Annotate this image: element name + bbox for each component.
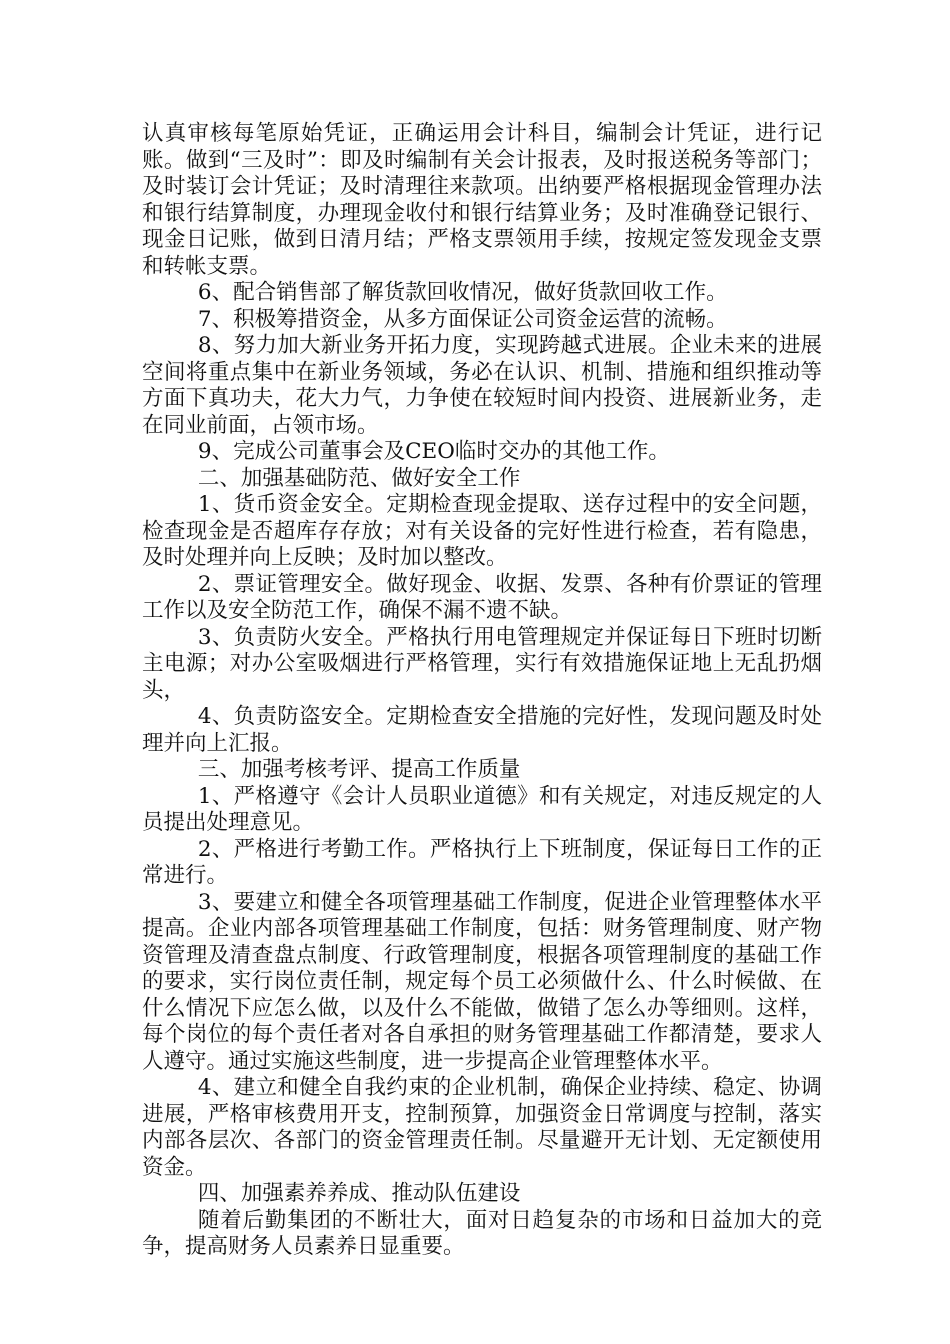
paragraph-item-6: 6、配合销售部了解货款回收情况，做好货款回收工作。 xyxy=(197,280,728,305)
paragraph-quality-1: 1、严格遵守《会计人员职业道德》和有关规定，对违反规定的人员提出处理意见。 xyxy=(142,783,822,835)
paragraph-item-7: 7、积极筹措资金，从多方面保证公司资金运营的流畅。 xyxy=(197,306,728,332)
paragraph-safety-3: 3、负责防火安全。严格执行用电管理规定并保证每日下班时切断主电源；对办公室吸烟进行严格管理，实行有效措施保证地上无乱扔烟头， xyxy=(142,624,822,703)
paragraph-safety-4: 4、负责防盗安全。定期检查安全措施的完好性，发现问题及时处理并向上汇报。 xyxy=(142,704,822,756)
paragraph-quality-4: 4、建立和健全自我约束的企业机制，确保企业持续、稳定、协调进展，严格审核费用开支，控制预算，加强资金日常调度与控制，落实内部各层次、各部门的资金管理责任制。尽量避开无计划、无定额使用资金。 xyxy=(142,1075,822,1180)
document-body xyxy=(142,121,822,1261)
section-heading-2: 二、加强基础防范、做好安全工作 xyxy=(197,465,521,491)
paragraph-team-building: 随着后勤集团的不断壮大，面对日趋复杂的市场和日益加大的竞争，提高财务人员素养日显重要。 xyxy=(142,1207,822,1259)
paragraph-safety-1: 1、货币资金安全。定期检查现金提取、送存过程中的安全问题，检查现金是否超库存存放；对有关设备的完好性进行检查，若有隐患，及时处理并向上反映；及时加以整改。 xyxy=(142,492,822,570)
section-heading-3: 三、加强考核考评、提高工作质量 xyxy=(197,757,521,782)
paragraph-accounting-duties: 认真审核每笔原始凭证，正确运用会计科目，编制会计凭证，进行记账。做到“三及时”：即及时编制有关会计报表，及时报送税务等部门；及时装订会计凭证；及时清理往来款项。出纳要严格根据现金管理办法和银行结算制度，办理现金收付和银行结算业务；及时准确登记银行、现金日记账，做到日清月结；严格支票领用手续，按规定签发现金支票和转帐支票。 xyxy=(142,121,822,279)
paragraph-item-9: 9、完成公司董事会及CEO临时交办的其他工作。 xyxy=(197,439,670,464)
paragraph-quality-3: 3、要建立和健全各项管理基础工作制度，促进企业管理整体水平提高。企业内部各项管理基础工作制度，包括：财务管理制度、财产物资管理及清查盘点制度、行政管理制度，根据各项管理制度的基础工作的要求，实行岗位责任制，规定每个员工必须做什么、什么时候做、在什么情况下应怎么做，以及什么不能做，做错了怎么办等细则。这样，每个岗位的每个责任者对各自承担的财务管理基础工作都清楚，要求人人遵守。通过实施这些制度，进一步提高企业管理整体水平。 xyxy=(142,889,822,1074)
paragraph-item-8: 8、努力加大新业务开拓力度，实现跨越式进展。企业未来的进展空间将重点集中在新业务领域，务必在认识、机制、措施和组织推动等方面下真功夫，花大力气，力争使在较短时间内投资、进展新业务，走在同业前面，占领市场。 xyxy=(142,333,822,438)
section-heading-4: 四、加强素养养成、推动队伍建设 xyxy=(197,1181,521,1206)
paragraph-safety-2: 2、票证管理安全。做好现金、收据、发票、各种有价票证的管理工作以及安全防范工作，确保不漏不遗不缺。 xyxy=(142,571,822,623)
paragraph-quality-2: 2、严格进行考勤工作。严格执行上下班制度，保证每日工作的正常进行。 xyxy=(142,836,822,888)
